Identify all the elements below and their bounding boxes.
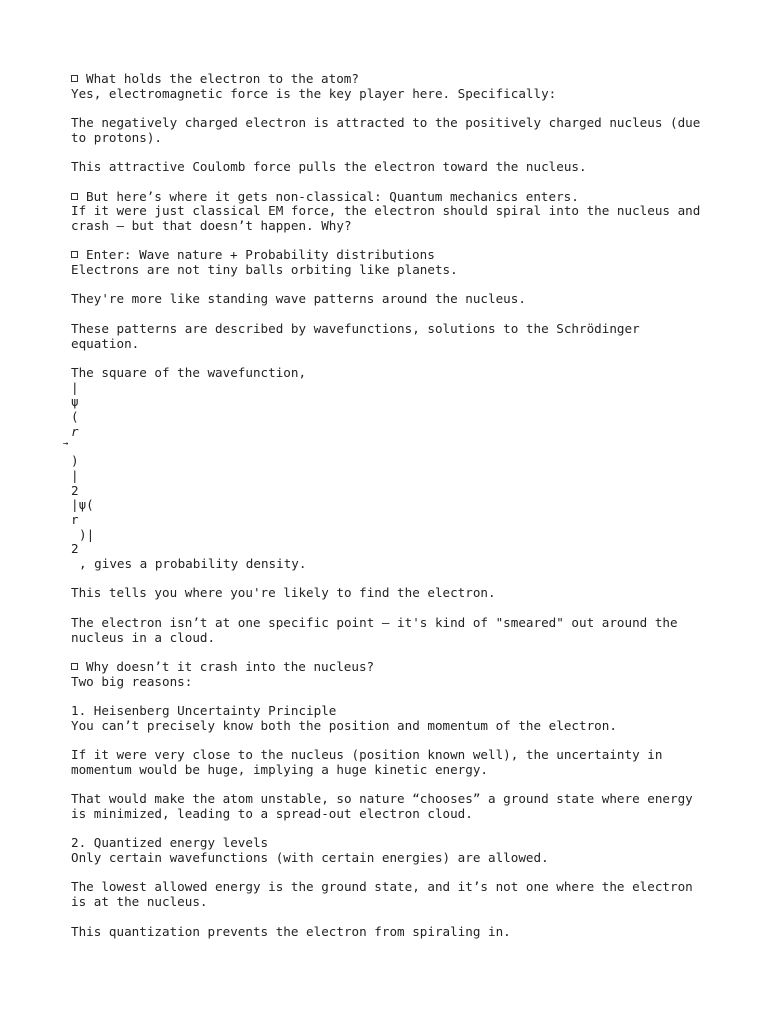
paragraph: This attractive Coulomb force pulls the electron toward the nucleus.	[71, 159, 587, 175]
section-heading	[71, 190, 711, 205]
math-lead: The square of the wavefunction,	[71, 364, 307, 380]
paragraph: The negatively charged electron is attracted to the positively charged nucleus (due to protons).	[71, 115, 701, 145]
bullet-square-icon	[71, 193, 78, 200]
math-token: |	[71, 379, 79, 395]
paragraph: If it were just classical EM force, the electron should spiral into the nucleus and crash — but that doesn’t happen. Why?	[71, 203, 701, 233]
reason-title: 2. Quantized energy levels	[71, 835, 269, 851]
heading-text: Why doesn’t it crash into the nucleus?	[86, 658, 375, 674]
math-token: |ψ(	[71, 497, 94, 513]
section-heading	[71, 248, 711, 263]
paragraph: That would make the atom unstable, so nature “chooses” a ground state where energy is minimized, leading to a spread-out electron cloud.	[71, 791, 693, 821]
paragraph: Electrons are not tiny balls orbiting like planets.	[71, 262, 458, 278]
reason-title: 1. Heisenberg Uncertainty Principle	[71, 703, 337, 719]
heading-text: But here’s where it gets non-classical: Quantum mechanics enters.	[86, 188, 579, 204]
math-token: )|	[79, 526, 95, 542]
paragraph: Only certain wavefunctions (with certain energies) are allowed.	[71, 850, 549, 866]
math-token: 2	[71, 541, 79, 557]
math-token: r	[71, 511, 79, 527]
bullet-square-icon	[71, 251, 78, 258]
document-body	[63, 71, 711, 939]
heading-text: What holds the electron to the atom?	[86, 71, 359, 86]
math-token: ψ	[71, 394, 79, 410]
paragraph: Yes, electromagnetic force is the key player here. Specifically:	[71, 85, 557, 101]
paragraph: The lowest allowed energy is the ground state, and it’s not one where the electron is at the nucleus.	[71, 879, 693, 910]
paragraph: They're more like standing wave patterns around the nucleus.	[71, 291, 526, 307]
paragraph: This quantization prevents the electron from spiraling in.	[71, 923, 511, 939]
heading-text: Enter: Wave nature + Probability distributions	[86, 247, 435, 263]
math-token: )	[71, 453, 79, 469]
section-heading	[71, 660, 711, 675]
paragraph: Two big reasons:	[71, 673, 193, 689]
math-token: (	[71, 409, 79, 425]
paragraph: You can’t precisely know both the position and momentum of the electron.	[71, 717, 617, 733]
math-token: 2	[71, 482, 79, 498]
math-token: |	[71, 467, 79, 483]
math-token: r	[71, 423, 79, 439]
bullet-square-icon	[71, 75, 78, 82]
paragraph: This tells you where you're likely to find the electron.	[71, 585, 496, 601]
paragraph: If it were very close to the nucleus (position known well), the uncertainty in momentum would be huge, implying a huge kinetic energy.	[71, 747, 663, 777]
section-heading	[71, 72, 711, 87]
vector-arrow-icon: →	[63, 439, 69, 450]
math-tail: , gives a probability density.	[79, 556, 307, 572]
paragraph: These patterns are described by wavefunctions, solutions to the Schrödinger equation.	[71, 320, 640, 351]
paragraph: The electron isn’t at one specific point — it's kind of "smeared" out around the nucleus in a cloud.	[71, 614, 678, 645]
bullet-square-icon	[71, 663, 78, 670]
